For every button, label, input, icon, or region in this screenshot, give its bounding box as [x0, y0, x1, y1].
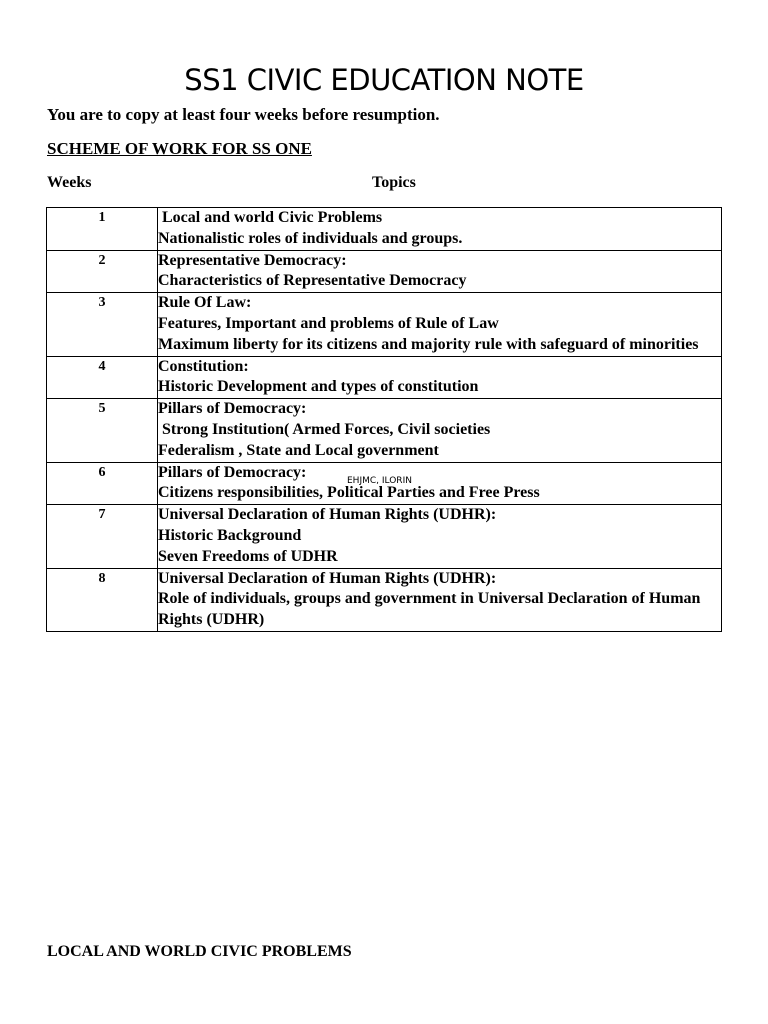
topic-line: Citizens responsibilities, Political Parties and Free Press: [158, 484, 540, 502]
topic-cell: [158, 208, 722, 251]
topic-line: Pillars of Democracy:: [158, 400, 307, 418]
table-row: [47, 293, 722, 356]
table-row: [47, 250, 722, 293]
scheme-table-body: [47, 208, 722, 632]
topic-cell: [158, 505, 722, 568]
table-row: [47, 505, 722, 568]
week-number: 5: [47, 399, 158, 462]
table-row: [47, 208, 722, 251]
table-row: [47, 568, 722, 631]
topic-cell: [158, 356, 722, 399]
week-number: 3: [47, 293, 158, 356]
week-number: 1: [47, 208, 158, 251]
week-number: 4: [47, 356, 158, 399]
topic-line: Role of individuals, groups and government in Universal Declaration of Human Rights (UDHR): [158, 590, 705, 629]
table-row: [47, 399, 722, 462]
weeks-column-header: Weeks: [47, 174, 92, 191]
topic-cell: [158, 462, 722, 505]
instruction-text: You are to copy at least four weeks before resumption.: [47, 105, 440, 124]
topic-cell: [158, 399, 722, 462]
topic-line: Constitution:: [158, 357, 249, 375]
topic-line: Universal Declaration of Human Rights (UDHR):: [158, 506, 497, 524]
table-row: [47, 356, 722, 399]
watermark-text: EHJMC, ILORIN: [347, 476, 412, 486]
week-number: 7: [47, 505, 158, 568]
topic-line: Local and world Civic Problems: [158, 209, 383, 226]
scheme-heading: SCHEME OF WORK FOR SS ONE: [47, 139, 312, 158]
topic-line: Seven Freedoms of UDHR: [158, 547, 338, 565]
scheme-of-work-table: [46, 207, 722, 632]
page-title: SS1 CIVIC EDUCATION NOTE: [184, 63, 584, 97]
topic-line: Universal Declaration of Human Rights (UDHR):: [158, 569, 497, 587]
topic-line: Features, Important and problems of Rule of Law: [158, 314, 499, 332]
topic-line: Historic Background: [158, 526, 302, 544]
week-number: 6: [47, 462, 158, 505]
topic-line: Nationalistic roles of individuals and groups.: [158, 229, 463, 247]
topic-cell: [158, 250, 722, 293]
topic-line: Rule Of Law:: [158, 294, 252, 312]
topic-line: Maximum liberty for its citizens and majority rule with safeguard of minorities: [158, 335, 699, 353]
topic-line: Representative Democracy:: [158, 251, 347, 269]
topic-line: Federalism , State and Local government: [158, 441, 439, 459]
topic-cell: [158, 293, 722, 356]
topic-line: Pillars of Democracy:: [158, 463, 307, 481]
topic-line: Strong Institution( Armed Forces, Civil societies: [158, 420, 491, 438]
week-number: 8: [47, 568, 158, 631]
topic-line: Historic Development and types of constitution: [158, 378, 479, 396]
topic-cell: [158, 568, 722, 631]
section-heading: LOCAL AND WORLD CIVIC PROBLEMS: [47, 943, 352, 960]
topics-column-header: Topics: [372, 174, 416, 191]
week-number: 2: [47, 250, 158, 293]
topic-line: Characteristics of Representative Democracy: [158, 272, 467, 290]
